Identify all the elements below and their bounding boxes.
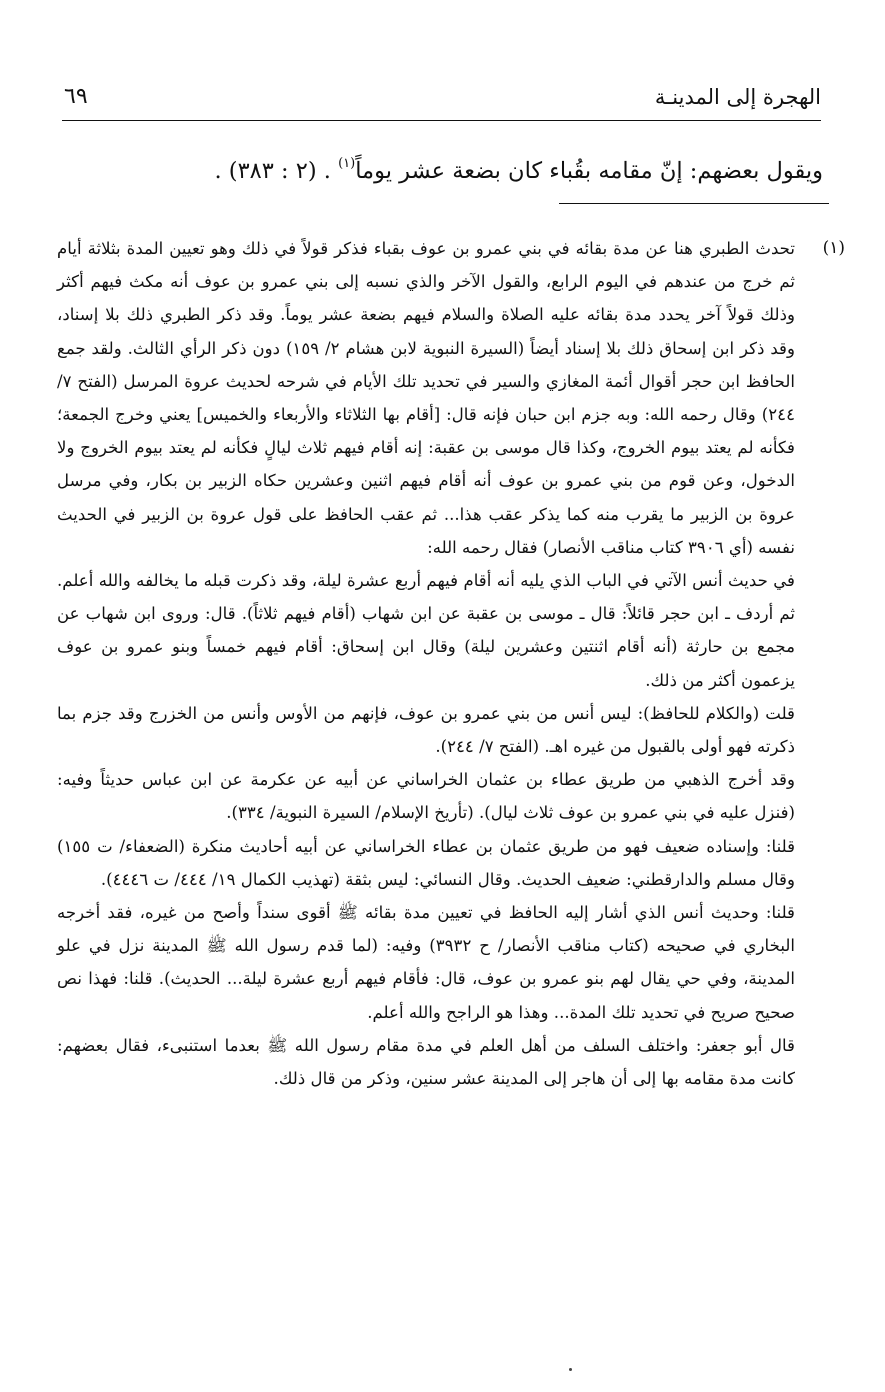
main-text-line [64, 142, 823, 193]
page-number: ٦٩ [64, 84, 88, 109]
footnote-paragraph: قال أبو جعفر: واختلف السلف من أهل العلم في مدة مقام رسول الله ﷺ بعدما استنبىء، فقال بعضهم: كانت مدة مقامه بها إلى أن هاجر إلى المدينة عشر سنين، وذكر من قال ذلك. [57, 1035, 795, 1089]
footnote-paragraph: قلنا: وإسناده ضعيف فهو من طريق عثمان بن عطاء الخراساني عن أبيه أحاديث منكرة (الضعفاء/ ت ١٥٥) وقال مسلم والدارقطني: ضعيف الحديث. وقال النسائي: ليس بثقة (تهذيب الكمال ١٩/ ٤٤٤/ ت ٤٤٤٦). [57, 836, 795, 889]
running-header [62, 80, 821, 121]
main-citation: . (٢ : ٣٨٣) . [214, 158, 331, 184]
footnote-paragraph: في حديث أنس الآتي في الباب الذي يليه أنه أقام فيهم أربع عشرة ليلة، وقد ذكرت قبله ما يخالفه والله أعلم. ثم أردف ـ ابن حجر قائلاً: قال ـ موسى بن عقبة عن ابن شهاب (أقام فيهم ثلاثاً). قال: وروى ابن شهاب عن مجمع بن حارثة (أنه أقام اثنتين وعشرين ليلة) وقال ابن إسحاق: أقام فيهم خمساً وبنو عمرو بن عوف يزعمون أكثر من ذلك. [57, 571, 795, 690]
main-sentence: ويقول بعضهم: إنّ مقامه بقُباء كان بضعة عشر يوماً [355, 158, 823, 184]
footnote-paragraph: قلنا: وحديث أنس الذي أشار إليه الحافظ في تعيين مدة بقائه ﷺ أقوى سنداً وأصح من غيره، فقد أخرجه البخاري في صحيحه (كتاب مناقب الأنصار/ ح ٣٩٣٢) وفيه: (لما قدم رسول الله ﷺ المدينة نزل في علو المدينة، وفي حي يقال لهم بنو عمرو بن عوف، قال: فأقام فيهم أربع عشرة ليلة... الحديث). قلنا: فهذا نص صحيح صريح في تحديد تلك المدة... وهذا هو الراجح والله أعلم. [57, 903, 795, 1022]
footnote-paragraph: وقد أخرج الذهبي من طريق عطاء بن عثمان الخراساني عن أبيه عن عكرمة عن ابن عباس حديثاً وفيه: (فنزل عليه في بني عمرو بن عوف ثلاث ليال). (تأريخ الإسلام/ السيرة النبوية/ ٣٣٤). [57, 770, 795, 823]
footnote-paragraph: قلت (والكلام للحافظ): ليس أنس من بني عمرو بن عوف، فإنهم من الأوس وأنس من الخزرج وقد جزم بما ذكرته فهو أولى بالقبول من غيره اهـ. (الفتح ٧/ ٢٤٤). [57, 703, 795, 757]
print-speck [569, 1368, 572, 1371]
footnote-separator [559, 203, 829, 204]
footnote-paragraph: تحدث الطبري هنا عن مدة بقائه في بني عمرو بن عوف بقباء فذكر قولاً في ذلك وهو تعيين المدة بثلاثة أيام ثم خرج من عندهم في اليوم الرابع، والقول الآخر والذي نسبه إلى بني عمرو بن عوف أنه مكث فيهم أكثر وذلك قولاً آخر يحدد مدة بقائه عليه الصلاة والسلام فيهم بضعة عشر يوماً. وقد ذكر الطبري ذلك بلا إسناد، وقد ذكر ابن إسحاق ذلك بلا إسناد أيضاً (السيرة النبوية لابن هشام ٢/ ١٥٩) دون ذكر الرأي الثالث. ولقد جمع الحافظ ابن حجر أقوال أئمة المغازي والسير في تحديد تلك الأيام في شرحه لحديث عروة المرسل (الفتح ٧/ ٢٤٤) وقال رحمه الله: وبه جزم ابن حبان فإنه قال: [أقام بها الثلاثاء والأربعاء والخميس] يعني وخرج الجمعة؛ فكأنه لم يعتد بيوم الخروج، وكذا قال موسى بن عقبة: إنه أقام فيهم ثلاث ليالٍ فكأنه لم يعتد بيوم الخروج ولا الدخول، وعن قوم من بني عمرو بن عوف أنه أقام فيهم اثنين وعشرين حكاه الزبير بن بكار، وفي مرسل عروة بن الزبير ما يقرب منه كما يذكر عقب هذا... ثم عقب الحافظ على قول عروة بن الزبير في الحديث نفسه (أي ٣٩٠٦ كتاب مناقب الأنصار) فقال رحمه الله: [57, 239, 796, 557]
footnote-marker: (١) [822, 238, 845, 258]
footnote-body [57, 232, 795, 1095]
running-title: الهجرة إلى المدينـة [654, 85, 821, 109]
footnote-reference: (١) [338, 156, 356, 171]
